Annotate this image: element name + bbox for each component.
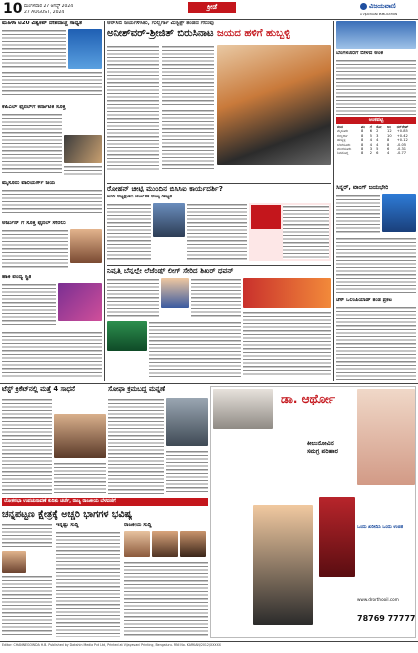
main-story — [107, 21, 331, 181]
ad-brand: ಡಾ. ಆರ್ಥೋ — [281, 393, 336, 405]
table-header-cell: ಪಂ — [361, 125, 365, 129]
ad-phone: 78769 77777 — [357, 615, 416, 623]
table-cell: -0.77 — [396, 151, 407, 156]
headline-col3: ರಾಜಕೀಯ ಸುದ್ದಿ — [124, 523, 152, 528]
photo-leader — [2, 551, 26, 573]
table-cell: 3 — [369, 147, 373, 152]
table-cell: 3 — [376, 133, 379, 138]
text-block — [187, 203, 247, 261]
sofa-story — [108, 386, 208, 496]
headline-sinner: ಸಿನ್ನರ್, ವಾಂಗ್ ಜಯಭೇರಿ — [336, 185, 389, 191]
table-header-cell: ತಂಡ — [337, 125, 343, 129]
table-cell: 8 — [361, 138, 364, 143]
headline-chess: ಚೆಸ್ ಒಲಿಂಪಿಯಾಡ್ ತಂಡ ಪ್ರಕಟ — [336, 298, 393, 303]
headline-arjun: ಅರ್ಜುನ್‌ ಗೆ ಸೂಕ್ತ ಫೈನಲ್‌ ಸೇರಲು — [2, 221, 66, 226]
table-cell: 2 — [376, 129, 379, 134]
row-rule — [0, 383, 418, 384]
photo-politician-1 — [124, 531, 150, 557]
row-rule — [107, 265, 331, 266]
ad-photo-knee — [213, 389, 273, 429]
main-kicker: ಆರ್‌ಸಿಬಿ ಜಯಗಳಿಸಿತು, ಗುಲ್ಬರ್ಗಾ ಮಿಸ್ಟಿಕ್ಸ್ ತಂಡದ ಗೆಲುವು — [107, 21, 214, 26]
text-block — [107, 203, 151, 261]
ad-photo-bottle — [319, 497, 355, 577]
table-cell: ಬೆಂಗಳೂರು — [337, 142, 351, 147]
row-rule — [107, 183, 331, 184]
table-header-cell: ರನ್‌ರೇಟ್ — [396, 125, 409, 129]
headline-mysuru-warriors: ಮೈಸೂರು ವಾರಿಯರ್ಸ್ ಜಯ — [2, 181, 56, 186]
photo-dhawan — [161, 278, 189, 308]
table-cell: +0.85 — [396, 129, 408, 134]
column-rule — [104, 21, 105, 381]
text-block — [64, 165, 102, 177]
table-cell: 5 — [376, 147, 379, 152]
brand-sub: A VIJAYAVANI PUBLICATION — [360, 12, 398, 16]
text-block — [149, 321, 241, 377]
headline-bcci-secretary: ರೋಹನ್ ಚೀಟ್ಟಿ ಮುಂದಿನ ಬಿಸಿಸಿಐ ಕಾರ್ಯದರ್ಶಿ? — [107, 185, 223, 193]
column-rule — [333, 21, 334, 381]
photo-team — [58, 283, 102, 321]
text-block — [108, 398, 164, 494]
table-cell: 4 — [369, 142, 373, 147]
ad-dr-ortho — [210, 386, 416, 638]
table-cell: 4 — [369, 138, 373, 143]
table-cell: 4 — [376, 142, 379, 147]
sidebar-box-header — [251, 205, 281, 229]
text-block — [191, 278, 241, 318]
bcci-story — [107, 185, 331, 263]
photo-crowd — [336, 21, 416, 49]
text-block — [336, 59, 416, 115]
table-cell: 8 — [387, 138, 390, 143]
text-block — [336, 237, 416, 293]
text-block — [2, 331, 102, 377]
table-cell: -0.31 — [396, 147, 407, 152]
table-cell: 8 — [361, 151, 364, 156]
imprint-line: Editor: CHANNEGOWDA H.B. Published by Dakshin Media Pvt Ltd, Printed at Vijayavani Printing, Bengaluru. RNI No. KARKAN/2012/XXXXX — [2, 643, 221, 647]
headline-hockey: ಹಾಕಿ ಪಂದ್ಯ ಸ್ಥಿತಿ — [2, 275, 32, 280]
text-block — [2, 113, 62, 175]
text-block — [243, 311, 331, 377]
ad-offer: ಒಂದು ಖರೀದಿಸಿ ಒಂದು ಉಚಿತ — [357, 525, 404, 530]
text-block — [2, 189, 102, 215]
table-cell: ಗುಲ್ಬರ್ಗಾ — [337, 133, 348, 138]
table-cell: 8 — [361, 133, 364, 138]
ad-tagline-2: ಸಮಗ್ರ ಪರಿಹಾರ — [307, 449, 338, 455]
table-cell: 6 — [369, 129, 373, 134]
test-cricket-story — [2, 386, 106, 496]
table-cell: 10 — [387, 133, 392, 138]
table-cell: ಮಂಗಳೂರು — [337, 147, 352, 152]
page-number: 10 — [3, 2, 23, 16]
headline-bengaluru: ಬೆಂಗಳೂರಿಗೆ ಬೀಳದ ಅಂಕ — [336, 51, 383, 56]
ad-photo-celebrity — [253, 505, 313, 625]
dhawan-story — [107, 267, 331, 379]
table-cell: 2 — [369, 151, 373, 156]
text-block — [336, 194, 380, 234]
table-cell: +0.42 — [396, 133, 408, 138]
table-cell: ಮೈಸೂರು — [337, 129, 349, 134]
table-cell: 12 — [387, 129, 392, 134]
text-block — [162, 45, 214, 105]
text-block — [162, 109, 214, 171]
points-table — [336, 125, 416, 156]
date-line: ಮಂಗಳವಾರ 27 ಆಗಸ್ಟ್ 2024 — [24, 4, 74, 9]
headline-kpl-final: ಕೆಪಿಎಲ್ ಫೈನಲ್‌ಗೆ ಕರ್ನಾಟಕ ಸೂಕ್ತ — [2, 105, 66, 110]
photo-badminton — [107, 321, 147, 351]
section-badge: ಕ್ರೀಡೆ — [188, 2, 236, 13]
headline-col2: ಇನ್ನಷ್ಟು ಸುದ್ದಿ — [56, 523, 79, 528]
photo-politician-2 — [152, 531, 178, 557]
right-column — [336, 21, 416, 181]
table-cell: 6 — [387, 147, 390, 152]
headline-test-cricket: ಟೆಸ್ಟ್ ಕ್ರಿಕೆಟ್‌ನಲ್ಲಿ ಮತ್ತೆ 4 ಸಾಧನೆ — [2, 386, 75, 393]
text-block — [2, 398, 52, 494]
table-cell: 8 — [387, 142, 390, 147]
text-block — [56, 531, 120, 637]
tennis-story — [336, 185, 416, 295]
table-row — [336, 151, 416, 155]
text-block — [166, 450, 208, 494]
photo-official — [153, 203, 185, 237]
brand-logo — [360, 2, 416, 18]
table-cell: 4 — [387, 151, 390, 156]
main-headline-red: ಜಯದ ಹಳಿಗೆ ಹುಬ್ಬಳ್ಳಿ — [217, 29, 291, 39]
photo-person — [166, 398, 208, 446]
text-block — [107, 278, 159, 318]
header-rule — [0, 19, 418, 20]
table-cell: 8 — [361, 129, 364, 134]
table-header-cell: ಸೋ — [376, 125, 382, 129]
table-cell: +0.12 — [396, 138, 408, 143]
text-block — [107, 45, 159, 171]
footer-rule — [0, 641, 418, 642]
photo-tennis — [382, 194, 416, 232]
bottom-story — [2, 523, 208, 639]
brand-name: ವಿಜಯವಾಣಿ — [369, 2, 396, 10]
photo-players — [64, 135, 102, 163]
ad-tagline-1: ಕೀಲುನೋವಿನ — [307, 441, 334, 447]
sidebar-box — [249, 203, 331, 261]
text-block — [2, 283, 56, 327]
points-table-title: ಅಂಕಪಟ್ಟಿ — [336, 117, 416, 124]
main-headline — [107, 29, 290, 39]
text-block — [283, 205, 329, 259]
table-cell: 5 — [369, 133, 373, 138]
brand-icon — [360, 3, 367, 10]
text-block — [2, 71, 102, 97]
left-column — [2, 21, 102, 381]
photo-batsman — [217, 45, 331, 165]
photo-athlete — [70, 229, 102, 263]
text-block — [2, 575, 52, 637]
masthead — [0, 0, 418, 20]
text-block — [2, 523, 52, 549]
chess-story — [336, 298, 416, 380]
photo-cricketer — [54, 414, 106, 458]
date-line-en: 27 AUGUST, 2024 — [24, 10, 65, 15]
text-block — [124, 561, 208, 637]
table-cell: 6 — [376, 151, 379, 156]
photo-runner — [243, 278, 331, 308]
main-headline-black: ಅನೀಶ್‌ವರ್-ಶ್ರೀಜಿತ್ ಬಿರುಸಿನಾಟ — [107, 29, 214, 39]
table-cell: 4 — [376, 138, 379, 143]
text-block — [336, 306, 416, 380]
subhead-icc: ಐಸಿಸಿ ಅಧ್ಯಕ್ಷರಾಗಿ ಜಯ್‌ಶಾ ಆಯ್ಕೆ ಸಾಧ್ಯತೆ — [107, 195, 173, 199]
table-cell: ಹುಬ್ಬಳ್ಳಿ — [337, 138, 346, 143]
text-block — [2, 229, 68, 269]
table-cell: ಶಿವಮೊಗ್ಗ — [337, 151, 349, 156]
ad-site: www.drorthooil.com — [357, 597, 399, 602]
table-cell: -0.05 — [396, 142, 407, 147]
headline-channapatna: ಚನ್ನಪಟ್ಟಣ ಕ್ಷೇತ್ರಕ್ಕೆ ಅಚ್ಚರಿ ಭಾಗಗಳ ಭವಿಷ್ಯ — [2, 510, 133, 520]
ad-photo-model — [357, 389, 415, 485]
table-cell: 8 — [361, 142, 364, 147]
table-cell: 8 — [361, 147, 364, 152]
headline-dhawan: ನಿವೃತ್ತಿ ಬೆನ್ನಲ್ಲೇ ಲೆಜೆಂಡ್ಸ್ ಲೀಗ್ ಸೇರಿದ ಶಿಖರ್ ಧವನ್ — [107, 267, 234, 275]
photo-trophy — [68, 29, 102, 69]
text-block — [54, 462, 106, 494]
text-block — [2, 29, 66, 69]
headline-women-t20: ಮಹಿಳಾ ಟಿ20 ವಿಶ್ವಕಪ್‌ ದೇಶದಾಚ್ಚೆ ಸಾಧ್ಯತೆ — [2, 21, 83, 26]
table-header-cell: ಗೆ — [369, 125, 372, 129]
photo-politician-3 — [180, 531, 206, 557]
headline-sofa: ಸೋಫಾ ಕ್ರಮಬದ್ಧ ಮನ್ನಣೆ — [108, 386, 166, 393]
table-header-cell: ಅಂ — [387, 125, 391, 129]
kicker-bottom: ಲೋಕಸಭಾ ಉಪಚುನಾವಣೆ ಕುರಿತು ಚರ್ಚೆ, ರಾಜ್ಯ ರಾಜಕೀಯ ಬೆಳವಣಿಗೆ — [2, 498, 208, 506]
